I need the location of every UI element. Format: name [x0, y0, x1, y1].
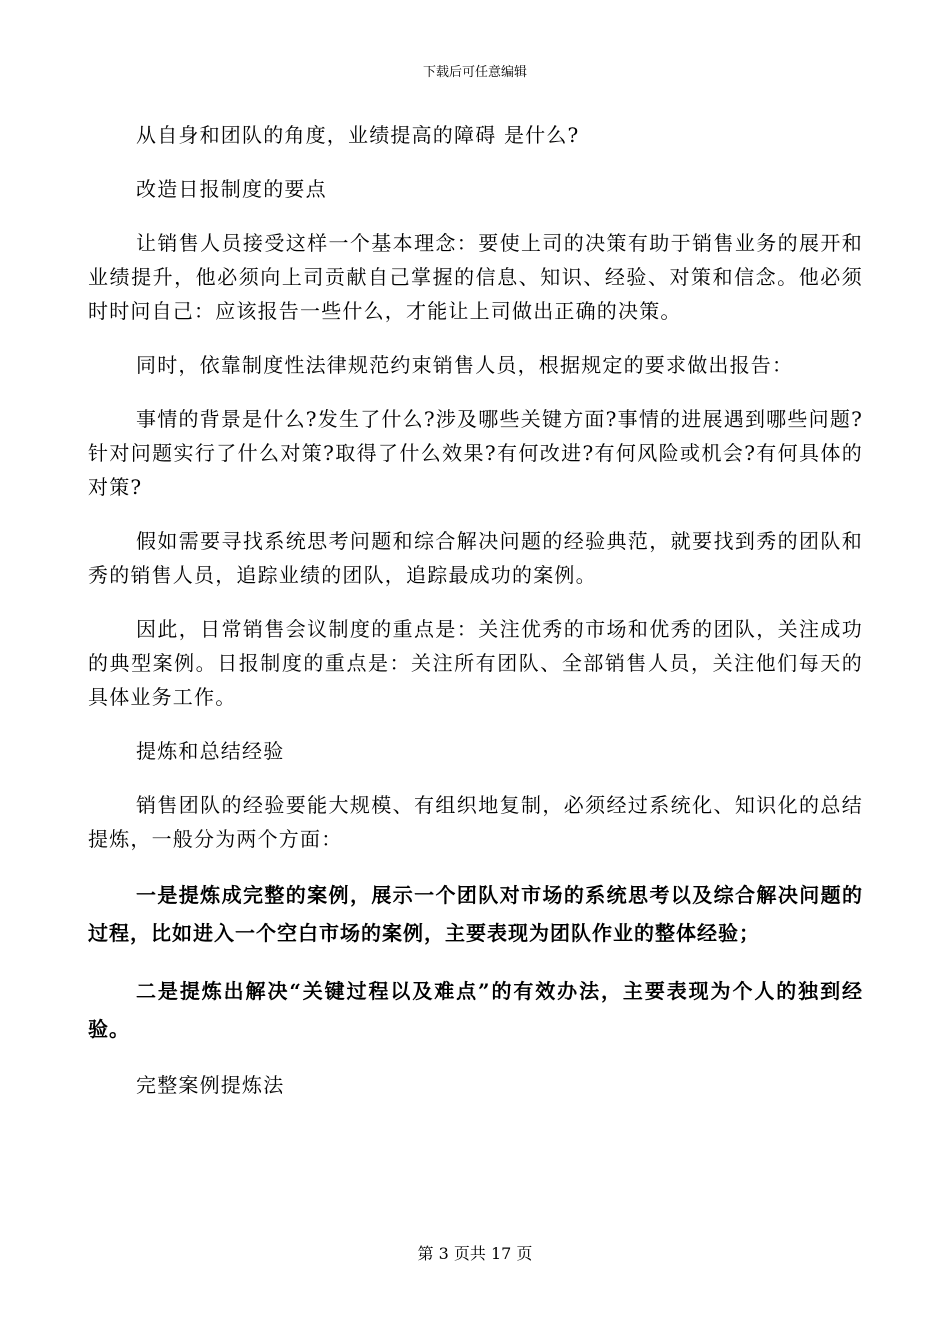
paragraph-7: 因此，日常销售会议制度的重点是：关注优秀的市场和优秀的团队，关注成功的典型案例。日报制度的重点是：关注所有团队、全部销售人员，关注他们每天的具体业务工作。	[88, 617, 863, 709]
document-body	[88, 118, 863, 1122]
page-header: 下载后可任意编辑	[422, 65, 527, 80]
page-footer: 第 3 页共 17 页	[417, 1244, 533, 1263]
paragraph-4: 同时，依靠制度性法律规范约束销售人员，根据规定的要求做出报告：	[136, 353, 794, 377]
paragraph-9: 销售团队的经验要能大规模、有组织地复制，必须经过系统化、知识化的总结提炼，一般分为两个方面：	[88, 793, 863, 851]
paragraph-12-heading: 完整案例提炼法	[136, 1073, 285, 1097]
paragraph-3: 让销售人员接受这样一个基本理念：要使上司的决策有助于销售业务的展开和业绩提升，他必须向上司贡献自己掌握的信息、知识、经验、对策和信念。他必须时时问自己：应该报告一些什么，才能让上司做出正确的决策。	[88, 231, 863, 323]
paragraph-11-bold: 二是提炼出解决“关键过程以及难点”的有效办法，主要表现为个人的独到经验。	[88, 979, 863, 1041]
paragraph-6: 假如需要寻找系统思考问题和综合解决问题的经验典范，就要找到秀的团队和秀的销售人员，追踪业绩的团队，追踪最成功的案例。	[88, 529, 863, 587]
paragraph-5: 事情的背景是什么?发生了什么?涉及哪些关键方面?事情的进展遇到哪些问题?针对问题实行了什么对策?取得了什么效果?有何改进?有何风险或机会?有何具体的对策?	[88, 407, 863, 499]
paragraph-1: 从自身和团队的角度，业绩提高的障碍 是什么?	[136, 123, 580, 147]
paragraph-2-heading: 改造日报制度的要点	[136, 177, 327, 201]
paragraph-10-bold: 一是提炼成完整的案例，展示一个团队对市场的系统思考以及综合解决问题的过程，比如进入一个空白市场的案例，主要表现为团队作业的整体经验；	[88, 883, 863, 945]
paragraph-8-heading: 提炼和总结经验	[136, 739, 285, 763]
